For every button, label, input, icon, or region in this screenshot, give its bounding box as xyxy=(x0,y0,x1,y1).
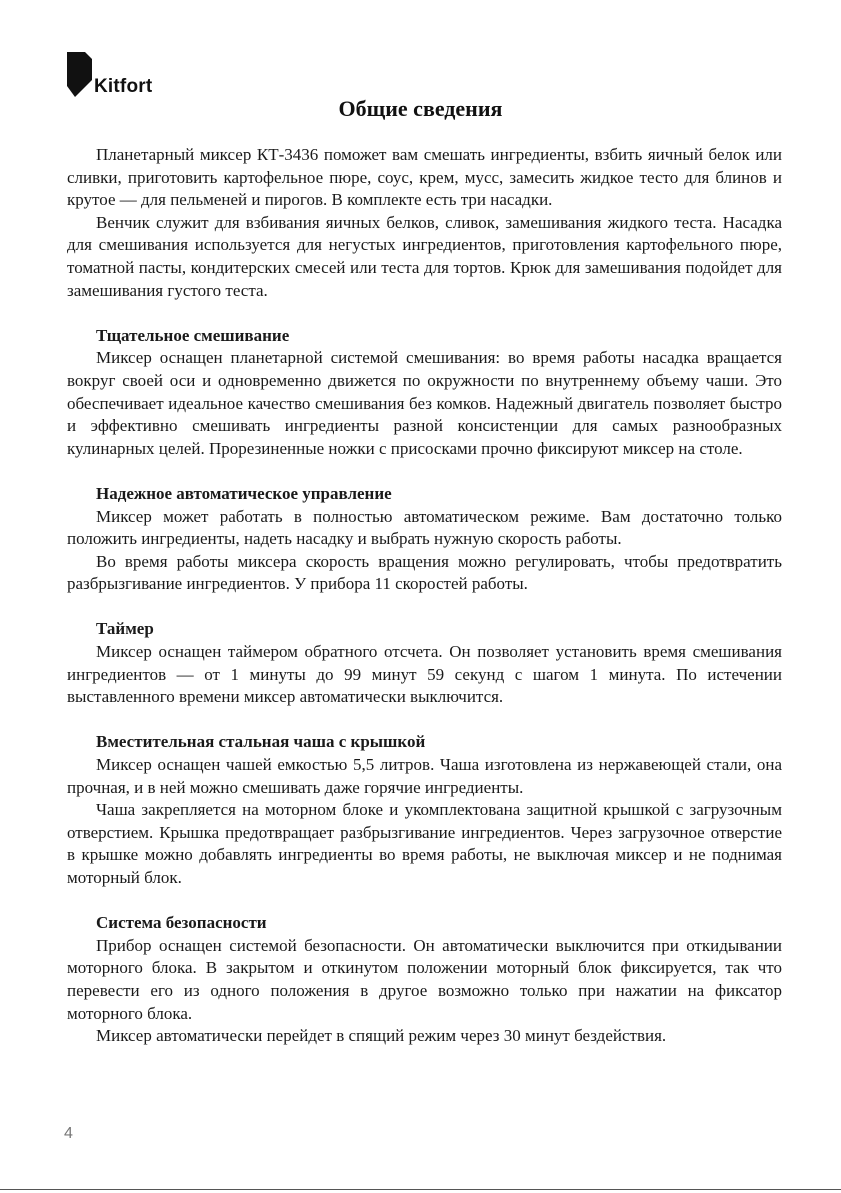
intro-paragraph: Венчик служит для взбивания яичных белков, сливок, замешивания жидкого теста. Насадка для смешивания используется для негустых ингредиентов, приготовления картофельного пюре, томатной пасты, кондитерских смесей или теста для тортов. Крюк для замешивания подойдет для замешивания густого теста. xyxy=(67,212,782,300)
section-heading: Таймер xyxy=(96,619,154,639)
section-heading: Надежное автоматическое управление xyxy=(96,483,392,503)
section-paragraph: Миксер автоматически перейдет в спящий режим через 30 минут бездействия. xyxy=(96,1026,667,1046)
section-heading: Тщательное смешивание xyxy=(96,325,290,345)
section-paragraph: Миксер оснащен чашей емкостью 5,5 литров. Чаша изготовлена из нержавеющей стали, она прочная, и в ней можно смешивать даже горячие ингредиенты. xyxy=(67,755,782,797)
section-paragraph: Чаша закрепляется на моторном блоке и укомплектована защитной крышкой с загрузочным отверстием. Крышка предотвращает разбрызгивание ингредиентов. Через загрузочное отверстие в крышке можно добавлять ингредиенты во время работы, не выключая миксер и не поднимая моторный блок. xyxy=(67,800,782,887)
bottom-divider xyxy=(0,1189,841,1190)
document-body xyxy=(67,144,782,1048)
section-paragraph: Во время работы миксера скорость вращения можно регулировать, чтобы предотвратить разбрызгивание ингредиентов. У прибора 11 скоростей работы. xyxy=(67,551,782,594)
kitfort-logo-icon xyxy=(67,50,93,98)
section-gap xyxy=(67,302,782,325)
brand-name: Kitfort xyxy=(94,76,153,97)
section-gap xyxy=(67,460,782,483)
section-gap xyxy=(67,596,782,619)
brand-logo xyxy=(67,50,187,100)
section-heading: Система безопасности xyxy=(96,913,267,933)
section-paragraph: Миксер оснащен планетарной системой смешивания: во время работы насадка вращается вокруг своей оси и одновременно движется по окружности по внутреннему объему чаши. Это обеспечивает идеальное качество смешивания без комков. Надежный двигатель позволяет быстро и эффективно смешивать ингредиенты разной консистенции для самых разнообразных кулинарных целей. Прорезиненные ножки с присосками прочно фиксируют миксер на столе. xyxy=(67,348,782,458)
intro-paragraph: Планетарный миксер КТ-3436 поможет вам смешать ингредиенты, взбить яичный белок или сливки, приготовить картофельное пюре, соус, крем, мусс, замесить жидкое тесто для блинов и крутое — для пельменей и пирогов. В комплекте есть три насадки. xyxy=(67,145,782,210)
section-paragraph: Прибор оснащен системой безопасности. Он автоматически выключится при откидывании моторного блока. В закрытом и откинутом положении моторный блок фиксируется, так что перевести его из одного положения в другое возможно только при нажатии на фиксатор моторного блока. xyxy=(67,935,782,1023)
section-paragraph: Миксер оснащен таймером обратного отсчета. Он позволяет установить время смешивания ингредиентов — от 1 минуты до 99 минут 59 секунд с шагом 1 минута. По истечении выставленного времени миксер автоматически выключится. xyxy=(67,642,782,707)
page-number: 4 xyxy=(64,1125,73,1142)
section-gap xyxy=(67,890,782,913)
section-paragraph: Миксер может работать в полностью автоматическом режиме. Вам достаточно только положить ингредиенты, надеть насадку и выбрать нужную скорость работы. xyxy=(67,506,782,549)
section-gap xyxy=(67,709,782,732)
section-heading: Вместительная стальная чаша с крышкой xyxy=(96,732,426,752)
page-title: Общие сведения xyxy=(338,96,503,121)
